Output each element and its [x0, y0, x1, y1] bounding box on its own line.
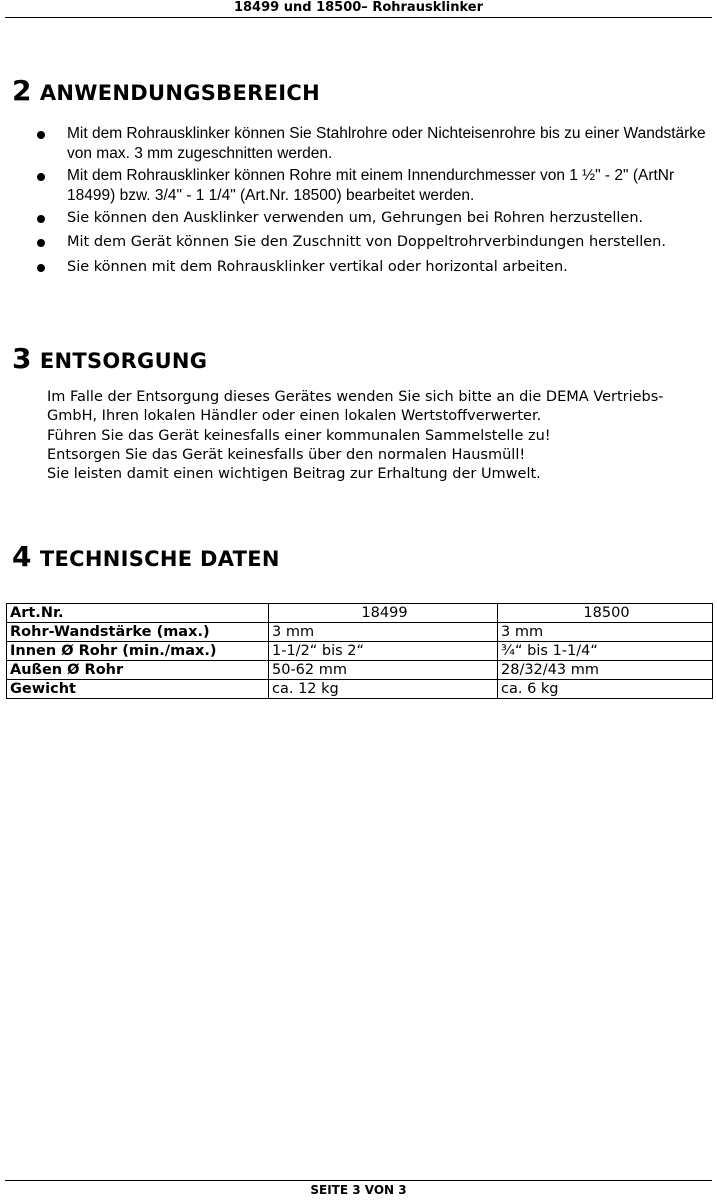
table-row [7, 661, 713, 680]
section-2-heading [12, 74, 320, 107]
bullet-icon [37, 131, 45, 139]
bullet-icon [37, 215, 45, 223]
list-item [0, 257, 717, 279]
paragraph-line: Im Falle der Entsorgung dieses Gerätes wenden Sie sich bitte an die DEMA Vertriebs- [47, 389, 664, 405]
table-cell: ¾“ bis 1-1/4“ [498, 642, 713, 661]
list-item [0, 166, 717, 208]
section-3-title: ENTSORGUNG [39, 349, 208, 373]
paragraph-line: GmbH, Ihren lokalen Händler oder einen lokalen Wertstoffverwerter. [47, 408, 542, 425]
disposal-paragraph [47, 388, 707, 484]
list-item-text: Mit dem Gerät können Sie den Zuschnitt von Doppeltrohrverbindungen herstellen. [67, 234, 666, 250]
section-4-title: TECHNISCHE DATEN [39, 547, 280, 571]
table-row [7, 680, 713, 699]
list-item-text: Mit dem Rohrausklinker können Sie Stahlrohre oder Nichteisenrohre bis zu einer Wandstärke von max. 3 mm zugeschnitten werden. [67, 125, 706, 162]
bullet-icon [37, 239, 45, 247]
table-cell-label: Gewicht [7, 680, 269, 699]
list-item [0, 124, 717, 166]
table-header-cell: 18499 [269, 604, 498, 623]
page-number: SEITE 3 VON 3 [310, 1183, 407, 1197]
footer-divider [5, 1180, 712, 1181]
page-header-title: 18499 und 18500– Rohrausklinker [233, 0, 484, 15]
list-item-text: Sie können den Ausklinker verwenden um, Gehrungen bei Rohren herzustellen. [67, 210, 644, 226]
table-cell-label: Rohr-Wandstärke (max.) [7, 623, 269, 642]
table-cell: ca. 12 kg [269, 680, 498, 699]
application-bullet-list [0, 124, 717, 279]
paragraph-line: Führen Sie das Gerät keinesfalls einer kommunalen Sammelstelle zu! [47, 427, 551, 444]
table-header-row [7, 604, 713, 623]
list-item-text: Sie können mit dem Rohrausklinker vertikal oder horizontal arbeiten. [67, 259, 568, 275]
section-4-heading [12, 540, 280, 573]
header-divider [5, 17, 712, 18]
table-cell: 3 mm [269, 623, 498, 642]
technical-data-table [6, 603, 713, 699]
table-cell: 1-1/2“ bis 2“ [269, 642, 498, 661]
table-cell: 50-62 mm [269, 661, 498, 680]
table-header-cell: Art.Nr. [7, 604, 269, 623]
section-4-number: 4 [12, 540, 32, 573]
table-cell: 28/32/43 mm [498, 661, 713, 680]
table-cell: 3 mm [498, 623, 713, 642]
list-item [0, 232, 717, 257]
table-cell-label: Außen Ø Rohr [7, 661, 269, 680]
paragraph-line: Entsorgen Sie das Gerät keinesfalls über den normalen Hausmüll! [47, 446, 526, 463]
table-row [7, 642, 713, 661]
table-row [7, 623, 713, 642]
section-3-number: 3 [12, 342, 32, 375]
section-2-number: 2 [12, 74, 32, 107]
paragraph-line: Sie leisten damit einen wichtigen Beitrag zur Erhaltung der Umwelt. [47, 466, 541, 483]
table-cell: ca. 6 kg [498, 680, 713, 699]
section-2-title: ANWENDUNGSBEREICH [39, 81, 320, 105]
table-cell-label: Innen Ø Rohr (min./max.) [7, 642, 269, 661]
section-3-heading [12, 342, 207, 375]
list-item [0, 208, 717, 232]
bullet-icon [37, 173, 45, 181]
table-header-cell: 18500 [498, 604, 713, 623]
bullet-icon [37, 264, 45, 272]
list-item-text: Mit dem Rohrausklinker können Rohre mit einem Innendurchmesser von 1 ½" - 2" (ArtNr 18499) bzw. 3/4" - 1 1/4" (Art.Nr. 18500) bearbeitet werden. [67, 167, 675, 204]
